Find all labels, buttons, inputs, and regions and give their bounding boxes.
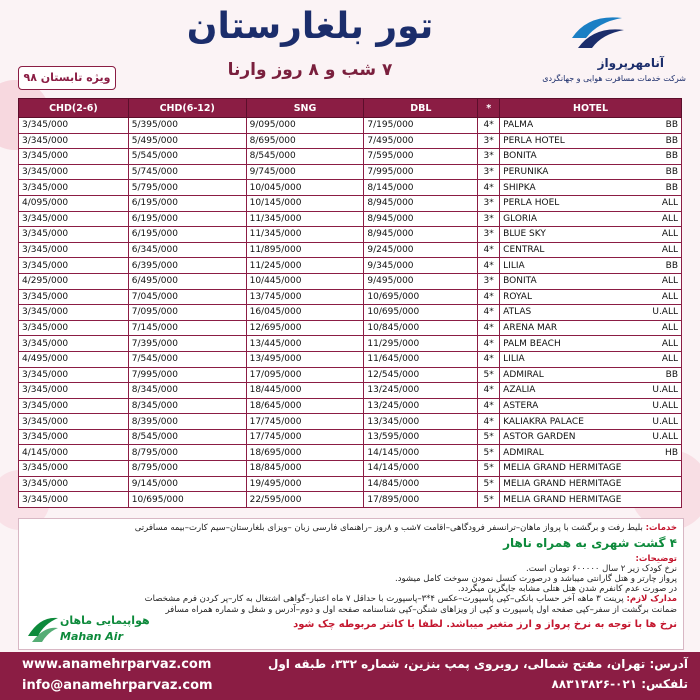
chd-2-6-cell: 4/145/000 <box>19 445 129 461</box>
sng-cell: 11/345/000 <box>246 227 364 243</box>
sng-cell: 13/495/000 <box>246 351 364 367</box>
hotel-cell <box>500 258 682 274</box>
hotel-name: BONITA <box>503 151 537 162</box>
services-label: خدمات: <box>645 523 677 533</box>
chd-6-12-cell: 8/795/000 <box>128 445 246 461</box>
column-header-sng: SNG <box>246 99 364 118</box>
hotel-cell <box>500 429 682 445</box>
dbl-cell: 10/695/000 <box>364 305 478 321</box>
dbl-cell: 9/345/000 <box>364 258 478 274</box>
hotel-name: ASTOR GARDEN <box>503 432 576 443</box>
star-cell: 4* <box>478 118 500 134</box>
chd-6-12-cell: 7/145/000 <box>128 320 246 336</box>
dbl-cell: 8/945/000 <box>364 227 478 243</box>
star-cell: 5* <box>478 429 500 445</box>
star-cell: 5* <box>478 367 500 383</box>
hotel-name: BONITA <box>503 276 537 287</box>
hotel-cell <box>500 476 682 492</box>
column-header-chd-6-12: CHD(6-12) <box>128 99 246 118</box>
chd-6-12-cell: 7/995/000 <box>128 367 246 383</box>
hotel-cell <box>500 320 682 336</box>
table-row <box>19 273 682 289</box>
board-type: BB <box>665 369 678 380</box>
chd-6-12-cell: 5/795/000 <box>128 180 246 196</box>
chd-6-12-cell: 5/395/000 <box>128 118 246 134</box>
chd-2-6-cell: 3/345/000 <box>19 398 129 414</box>
dbl-cell: 17/895/000 <box>364 492 478 508</box>
chd-6-12-cell: 7/545/000 <box>128 351 246 367</box>
hotel-cell <box>500 242 682 258</box>
chd-2-6-cell: 3/345/000 <box>19 211 129 227</box>
sng-cell: 9/745/000 <box>246 164 364 180</box>
hotel-cell <box>500 149 682 165</box>
hotel-cell <box>500 289 682 305</box>
hotel-cell <box>500 461 682 477</box>
table-row <box>19 118 682 134</box>
star-cell: 4* <box>478 336 500 352</box>
dbl-cell: 8/145/000 <box>364 180 478 196</box>
table-row <box>19 180 682 196</box>
chd-2-6-cell: 3/345/000 <box>19 367 129 383</box>
board-type: BB <box>665 260 678 271</box>
star-cell: 4* <box>478 180 500 196</box>
chd-6-12-cell: 10/695/000 <box>128 492 246 508</box>
dbl-cell: 13/245/000 <box>364 398 478 414</box>
chd-2-6-cell: 3/345/000 <box>19 336 129 352</box>
star-cell: 5* <box>478 476 500 492</box>
hotel-name: ARENA MAR <box>503 323 558 334</box>
documents-text-2: ضمانت برگشت از سفر–کپی صفحه اول پاسپورت و کپی از ویزاهای شنگن–کپی شناسنامه صفحه اول و دوم–آدرس و شغل و شماره همراه مسافر <box>165 605 677 615</box>
hotel-cell <box>500 180 682 196</box>
dbl-cell: 14/145/000 <box>364 445 478 461</box>
dbl-cell: 7/195/000 <box>364 118 478 134</box>
hotel-name: ADMIRAL <box>503 447 544 458</box>
sng-cell: 11/895/000 <box>246 242 364 258</box>
sng-cell: 10/145/000 <box>246 195 364 211</box>
star-cell: 3* <box>478 195 500 211</box>
chd-2-6-cell: 4/295/000 <box>19 273 129 289</box>
hotel-cell <box>500 383 682 399</box>
sng-cell: 11/345/000 <box>246 211 364 227</box>
hotel-cell <box>500 195 682 211</box>
chd-6-12-cell: 6/395/000 <box>128 258 246 274</box>
table-row <box>19 305 682 321</box>
header <box>0 0 700 96</box>
chd-6-12-cell: 9/145/000 <box>128 476 246 492</box>
chd-6-12-cell: 8/545/000 <box>128 429 246 445</box>
chd-2-6-cell: 3/345/000 <box>19 414 129 430</box>
board-type: ALL <box>661 291 678 302</box>
hotel-name: LILIA <box>503 354 525 365</box>
hotel-cell <box>500 273 682 289</box>
city-tours-highlight: ۴ گشت شهری به همراه ناهار <box>503 536 677 550</box>
chd-2-6-cell: 3/345/000 <box>19 476 129 492</box>
hotel-cell <box>500 211 682 227</box>
hotel-name: SHIPKA <box>503 182 536 193</box>
hotel-name: PERLA HOTEL <box>503 135 565 146</box>
company-name: آنامهرپرواز <box>597 56 664 70</box>
page-subtitle: ۷ شب و ۸ روز وارنا <box>227 60 393 80</box>
note-item: نرخ کودک زیر ۲ سال ۶۰۰۰۰۰ تومان است. <box>526 564 677 574</box>
chd-6-12-cell: 6/345/000 <box>128 242 246 258</box>
column-header-dbl: DBL <box>364 99 478 118</box>
chd-6-12-cell: 5/545/000 <box>128 149 246 165</box>
hotel-name: PERLA HOEL <box>503 198 560 209</box>
table-row <box>19 351 682 367</box>
hotel-name: ADMIRAL <box>503 369 544 380</box>
board-type: U.ALL <box>652 307 678 318</box>
page-title: تور بلغارستان <box>186 6 434 47</box>
mahan-air-bird-icon <box>26 614 60 644</box>
sng-cell: 10/445/000 <box>246 273 364 289</box>
dbl-cell: 7/995/000 <box>364 164 478 180</box>
hotel-name: PALM BEACH <box>503 338 561 349</box>
note-item: پرواز چارتر و هتل گارانتی میباشد و درصورت کنسل نمودن سوخت کامل میشود. <box>395 574 677 584</box>
star-cell: 4* <box>478 383 500 399</box>
dbl-cell: 10/845/000 <box>364 320 478 336</box>
sng-cell: 17/745/000 <box>246 429 364 445</box>
board-type: ALL <box>661 354 678 365</box>
dbl-cell: 13/595/000 <box>364 429 478 445</box>
star-cell: 3* <box>478 164 500 180</box>
star-cell: 5* <box>478 445 500 461</box>
services-line <box>135 523 677 533</box>
hotel-cell <box>500 305 682 321</box>
chd-6-12-cell: 5/745/000 <box>128 164 246 180</box>
hotel-name: PERUNIKA <box>503 167 549 178</box>
table-row <box>19 133 682 149</box>
sng-cell: 8/545/000 <box>246 149 364 165</box>
chd-6-12-cell: 7/095/000 <box>128 305 246 321</box>
star-cell: 3* <box>478 211 500 227</box>
hotel-cell <box>500 351 682 367</box>
chd-2-6-cell: 3/345/000 <box>19 258 129 274</box>
dbl-cell: 11/645/000 <box>364 351 478 367</box>
table-body <box>19 118 682 508</box>
airline-name-fa: هواپیمایی ماهان <box>60 614 150 627</box>
airline-name-en: Mahan Air <box>60 630 123 643</box>
company-logo-icon <box>568 8 628 56</box>
sng-cell: 18/445/000 <box>246 383 364 399</box>
dbl-cell: 12/545/000 <box>364 367 478 383</box>
table-row <box>19 149 682 165</box>
hotel-cell <box>500 133 682 149</box>
board-type: U.ALL <box>652 400 678 411</box>
board-type: ALL <box>661 323 678 334</box>
sng-cell: 11/245/000 <box>246 258 364 274</box>
dbl-cell: 7/495/000 <box>364 133 478 149</box>
board-type: ALL <box>661 338 678 349</box>
hotel-name: BLUE SKY <box>503 229 546 240</box>
table-row <box>19 289 682 305</box>
chd-2-6-cell: 3/345/000 <box>19 118 129 134</box>
star-cell: 5* <box>478 492 500 508</box>
column-header-star: * <box>478 99 500 118</box>
sng-cell: 10/045/000 <box>246 180 364 196</box>
chd-2-6-cell: 3/345/000 <box>19 227 129 243</box>
sng-cell: 18/645/000 <box>246 398 364 414</box>
chd-6-12-cell: 8/345/000 <box>128 383 246 399</box>
table-row <box>19 320 682 336</box>
dbl-cell: 7/595/000 <box>364 149 478 165</box>
hotel-name: ATLAS <box>503 307 532 318</box>
star-cell: 4* <box>478 242 500 258</box>
hotel-name: AZALIA <box>503 385 536 396</box>
star-cell: 3* <box>478 273 500 289</box>
hotel-name: ROYAL <box>503 291 532 302</box>
footer <box>0 652 700 700</box>
chd-2-6-cell: 3/345/000 <box>19 429 129 445</box>
hotel-name: GLORIA <box>503 213 537 224</box>
board-type: ALL <box>661 229 678 240</box>
star-cell: 4* <box>478 398 500 414</box>
table-row <box>19 258 682 274</box>
table-row <box>19 227 682 243</box>
chd-6-12-cell: 6/195/000 <box>128 211 246 227</box>
star-cell: 4* <box>478 305 500 321</box>
table-row <box>19 211 682 227</box>
hotel-name: MELIA GRAND HERMITAGE <box>503 494 622 505</box>
star-cell: 3* <box>478 149 500 165</box>
table-row <box>19 461 682 477</box>
star-cell: 3* <box>478 133 500 149</box>
chd-2-6-cell: 3/345/000 <box>19 320 129 336</box>
address-text: آدرس: تهران، مفتح شمالی، روبروی پمپ بنزین، شماره ۳۳۲، طبقه اول <box>267 657 688 671</box>
hotel-cell <box>500 445 682 461</box>
dbl-cell: 14/145/000 <box>364 461 478 477</box>
documents-label: مدارک لازم: <box>626 594 677 604</box>
table-row <box>19 445 682 461</box>
dbl-cell: 13/245/000 <box>364 383 478 399</box>
table-row <box>19 476 682 492</box>
season-badge: ویژه تابستان ۹۸ <box>18 66 116 90</box>
dbl-cell: 10/695/000 <box>364 289 478 305</box>
board-type: BB <box>665 120 678 131</box>
hotel-cell <box>500 367 682 383</box>
board-type: BB <box>665 182 678 193</box>
notes-label: توضیحات: <box>635 554 677 564</box>
hotel-cell <box>500 492 682 508</box>
company-logo <box>542 8 686 88</box>
sng-cell: 18/695/000 <box>246 445 364 461</box>
dbl-cell: 13/345/000 <box>364 414 478 430</box>
sng-cell: 9/095/000 <box>246 118 364 134</box>
documents-line <box>145 594 677 604</box>
chd-2-6-cell: 3/345/000 <box>19 180 129 196</box>
hotel-cell <box>500 414 682 430</box>
board-type: U.ALL <box>652 432 678 443</box>
board-type: ALL <box>661 276 678 287</box>
sng-cell: 8/695/000 <box>246 133 364 149</box>
website-link[interactable]: www.anamehrparvaz.com <box>22 657 212 672</box>
sng-cell: 13/745/000 <box>246 289 364 305</box>
board-type: ALL <box>661 198 678 209</box>
board-type: BB <box>665 151 678 162</box>
star-cell: 5* <box>478 461 500 477</box>
chd-2-6-cell: 3/345/000 <box>19 289 129 305</box>
table-row <box>19 164 682 180</box>
table-row <box>19 242 682 258</box>
chd-6-12-cell: 7/395/000 <box>128 336 246 352</box>
star-cell: 3* <box>478 227 500 243</box>
chd-6-12-cell: 5/495/000 <box>128 133 246 149</box>
chd-2-6-cell: 3/345/000 <box>19 383 129 399</box>
hotel-cell <box>500 227 682 243</box>
chd-2-6-cell: 3/345/000 <box>19 149 129 165</box>
note-item: در صورت عدم کانفرم شدن هتل هتلی مشابه جایگزین میگردد. <box>457 584 677 594</box>
sng-cell: 12/695/000 <box>246 320 364 336</box>
hotel-name: MELIA GRAND HERMITAGE <box>503 463 622 474</box>
chd-2-6-cell: 3/345/000 <box>19 305 129 321</box>
table-row <box>19 336 682 352</box>
hotel-name: LILIA <box>503 260 525 271</box>
star-cell: 4* <box>478 414 500 430</box>
chd-2-6-cell: 3/345/000 <box>19 242 129 258</box>
hotel-name: MELIA GRAND HERMITAGE <box>503 478 622 489</box>
hotel-name: PALMA <box>503 120 534 131</box>
sng-cell: 18/845/000 <box>246 461 364 477</box>
star-cell: 4* <box>478 320 500 336</box>
chd-6-12-cell: 8/395/000 <box>128 414 246 430</box>
chd-6-12-cell: 6/195/000 <box>128 227 246 243</box>
dbl-cell: 9/245/000 <box>364 242 478 258</box>
table-row <box>19 195 682 211</box>
table-row <box>19 383 682 399</box>
table-row <box>19 414 682 430</box>
sng-cell: 16/045/000 <box>246 305 364 321</box>
board-type: ALL <box>661 213 678 224</box>
chd-2-6-cell: 3/345/000 <box>19 461 129 477</box>
hotel-name: CENTRAL <box>503 245 545 256</box>
star-cell: 4* <box>478 289 500 305</box>
hotel-cell <box>500 336 682 352</box>
hotel-name: ASTERA <box>503 400 539 411</box>
sng-cell: 22/595/000 <box>246 492 364 508</box>
dbl-cell: 14/845/000 <box>364 476 478 492</box>
board-type: HB <box>665 447 678 458</box>
chd-6-12-cell: 8/345/000 <box>128 398 246 414</box>
board-type: ALL <box>661 245 678 256</box>
tour-price-table <box>18 98 682 508</box>
board-type: U.ALL <box>652 385 678 396</box>
table-row <box>19 398 682 414</box>
chd-6-12-cell: 8/795/000 <box>128 461 246 477</box>
dbl-cell: 8/945/000 <box>364 211 478 227</box>
star-cell: 4* <box>478 258 500 274</box>
table-row <box>19 367 682 383</box>
sng-cell: 13/445/000 <box>246 336 364 352</box>
table-row <box>19 429 682 445</box>
hotel-cell <box>500 164 682 180</box>
dbl-cell: 9/495/000 <box>364 273 478 289</box>
dbl-cell: 11/295/000 <box>364 336 478 352</box>
sng-cell: 17/095/000 <box>246 367 364 383</box>
dbl-cell: 8/945/000 <box>364 195 478 211</box>
board-type: BB <box>665 167 678 178</box>
board-type: U.ALL <box>652 416 678 427</box>
board-type: BB <box>665 135 678 146</box>
chd-6-12-cell: 6/195/000 <box>128 195 246 211</box>
chd-2-6-cell: 3/345/000 <box>19 164 129 180</box>
chd-2-6-cell: 3/345/000 <box>19 133 129 149</box>
price-warning: نرخ ها با توجه به نرخ پرواز و ارز متغیر میباشد. لطفا با کانتر مربوطه چک شود <box>293 619 677 630</box>
sng-cell: 19/495/000 <box>246 476 364 492</box>
hotel-cell <box>500 398 682 414</box>
chd-2-6-cell: 3/345/000 <box>19 492 129 508</box>
chd-6-12-cell: 7/045/000 <box>128 289 246 305</box>
chd-6-12-cell: 6/495/000 <box>128 273 246 289</box>
sng-cell: 17/745/000 <box>246 414 364 430</box>
chd-2-6-cell: 4/095/000 <box>19 195 129 211</box>
column-header-chd-2-6: CHD(2-6) <box>19 99 129 118</box>
hotel-cell <box>500 118 682 134</box>
chd-2-6-cell: 4/495/000 <box>19 351 129 367</box>
star-cell: 4* <box>478 351 500 367</box>
company-tagline: شرکت خدمات مسافرت هوایی و جهانگردی <box>542 74 686 83</box>
table-header-row <box>19 99 682 118</box>
email-link[interactable]: info@anamehrparvaz.com <box>22 678 213 693</box>
column-header-hotel: HOTEL <box>500 99 682 118</box>
services-text: بلیط رفت و برگشت با پرواز ماهان–ترانسفر فرودگاهی–اقامت ۷شب و ۸روز –راهنمای فارسی زبان –ویزای بلغارستان–سیم کارت–بیمه مسافرتی <box>134 523 643 533</box>
phone-text: تلفکس: ۰۲۱-۸۸۳۱۳۸۲۶ <box>551 677 688 691</box>
documents-text: پرینت ۳ ماهه آخر حساب بانکی–کپی پاسپورت–عکس ۴*۳–پاسپورت با حداقل ۷ ماه اعتبار–گواهی اشتغال به کار–پر کردن فرم مشخصات <box>144 594 624 604</box>
table-row <box>19 492 682 508</box>
hotel-name: KALIAKRA PALACE <box>503 416 584 427</box>
